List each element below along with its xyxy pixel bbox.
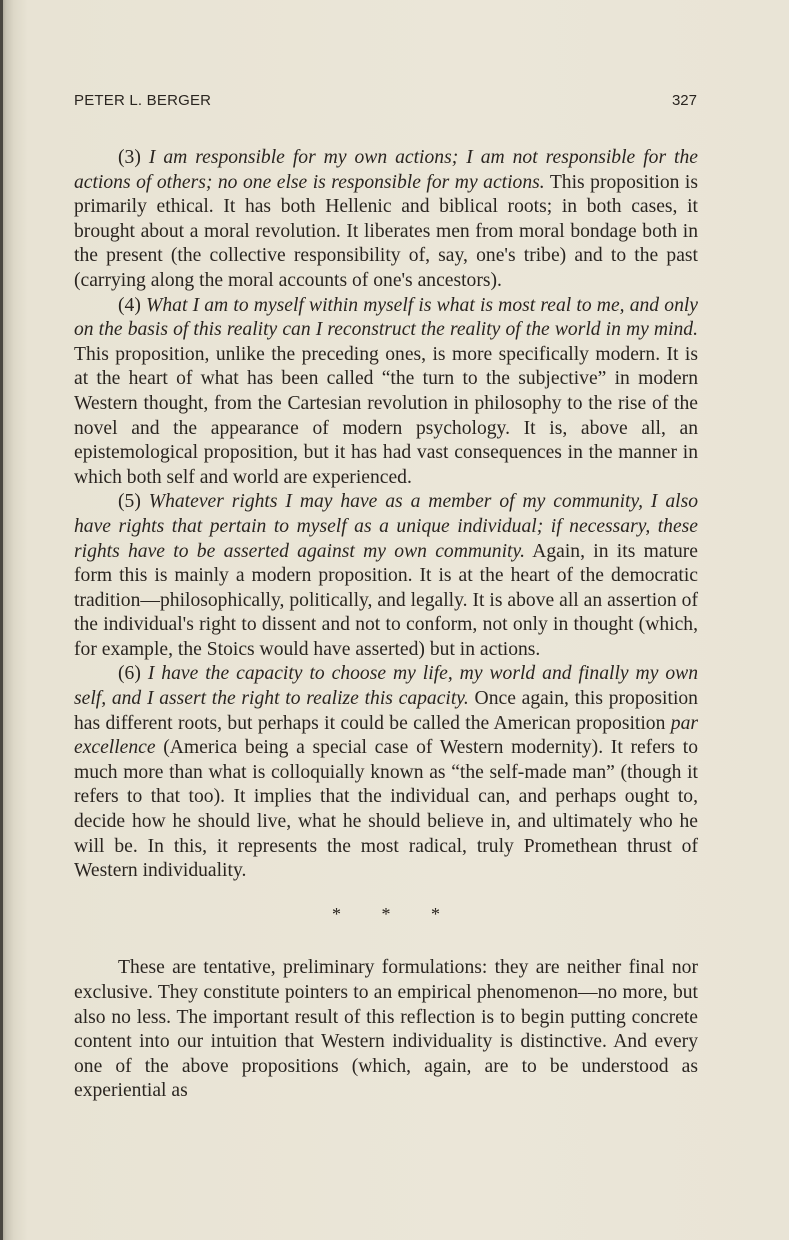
proposition-number: (5) bbox=[118, 491, 149, 513]
italic-phrase: par excellence bbox=[74, 712, 698, 759]
paragraph-proposition-3 bbox=[74, 146, 698, 294]
paragraph-proposition-5 bbox=[74, 490, 698, 662]
running-head: PETER L. BERGER bbox=[74, 92, 212, 109]
proposition-statement: I am responsible for my own actions; I am not responsible for the actions of others; no one else is responsible for my actions. bbox=[74, 147, 698, 193]
paragraph-proposition-6 bbox=[74, 662, 698, 883]
paragraph-proposition-4 bbox=[74, 294, 698, 491]
proposition-commentary: Again, in its mature form this is mainly a modern proposition. It is at the heart of the democratic tradition—philosophically, politically, and legally. It is above all an assertion of the individual's right to dissent and not to conform, not only in thought (which, for example, the Stoics would have asserted) but in actions. bbox=[74, 540, 698, 660]
proposition-commentary-continued: (America being a special case of Western modernity). It refers to much more than what is colloquially known as “the self-made man” (though it refers to that too). It implies that the individual can, and perhaps ought to, decide how he should live, what he should believe in, and ultimately who he will be. In this, it represents the most radical, truly Promethean thrust of Western individuality. bbox=[74, 737, 698, 882]
proposition-commentary: This proposition is primarily ethical. It has both Hellenic and biblical roots; in both cases, it brought about a moral revolution. It liberates men from moral bondage both in the present (the collective responsibility of, say, one's tribe) and to the past (carrying along the moral accounts of one's ancestors). bbox=[74, 171, 699, 291]
proposition-number: (4) bbox=[118, 294, 147, 316]
proposition-statement: Whatever rights I may have as a member of my community, I also have rights that pertain to myself as a unique individual; if necessary, these rights have to be asserted against my own community. bbox=[74, 491, 699, 562]
proposition-statement: What I am to myself within myself is what is most real to me, and only on the basis of this reality can I reconstruct the reality of the world in my mind. bbox=[74, 294, 699, 341]
proposition-commentary: This proposition, unlike the preceding ones, is more specifically modern. It is at the heart of what has been called “the turn to the subjective” in modern Western thought, from the Cartesian revolution in philosophy to the rise of the novel and the appearance of modern psychology. It is, above all, an epistemological proposition, but it has had vast consequences in the manner in which both self and world are experienced. bbox=[74, 343, 698, 488]
proposition-statement: I have the capacity to choose my life, my world and finally my own self, and I assert the right to realize this capacity. bbox=[74, 663, 699, 710]
page-binding-edge bbox=[0, 0, 3, 1240]
section-separator: * * * bbox=[332, 903, 458, 924]
page-number: 327 bbox=[671, 92, 697, 109]
proposition-commentary: Once again, this proposition has different roots, but perhaps it could be called the American proposition bbox=[74, 688, 698, 734]
proposition-number: (3) bbox=[118, 147, 149, 168]
closing-paragraph: These are tentative, preliminary formulations: they are neither final nor exclusive. They constitute pointers to an empirical phenomenon—no more, but also no less. The important result of this reflection is to begin putting concrete content into our intuition that Western individuality is distinctive. And every one of the above propositions (which, again, are to be understood as experiential as bbox=[74, 957, 698, 1102]
proposition-number: (6) bbox=[118, 663, 148, 685]
body-text bbox=[74, 146, 698, 1104]
